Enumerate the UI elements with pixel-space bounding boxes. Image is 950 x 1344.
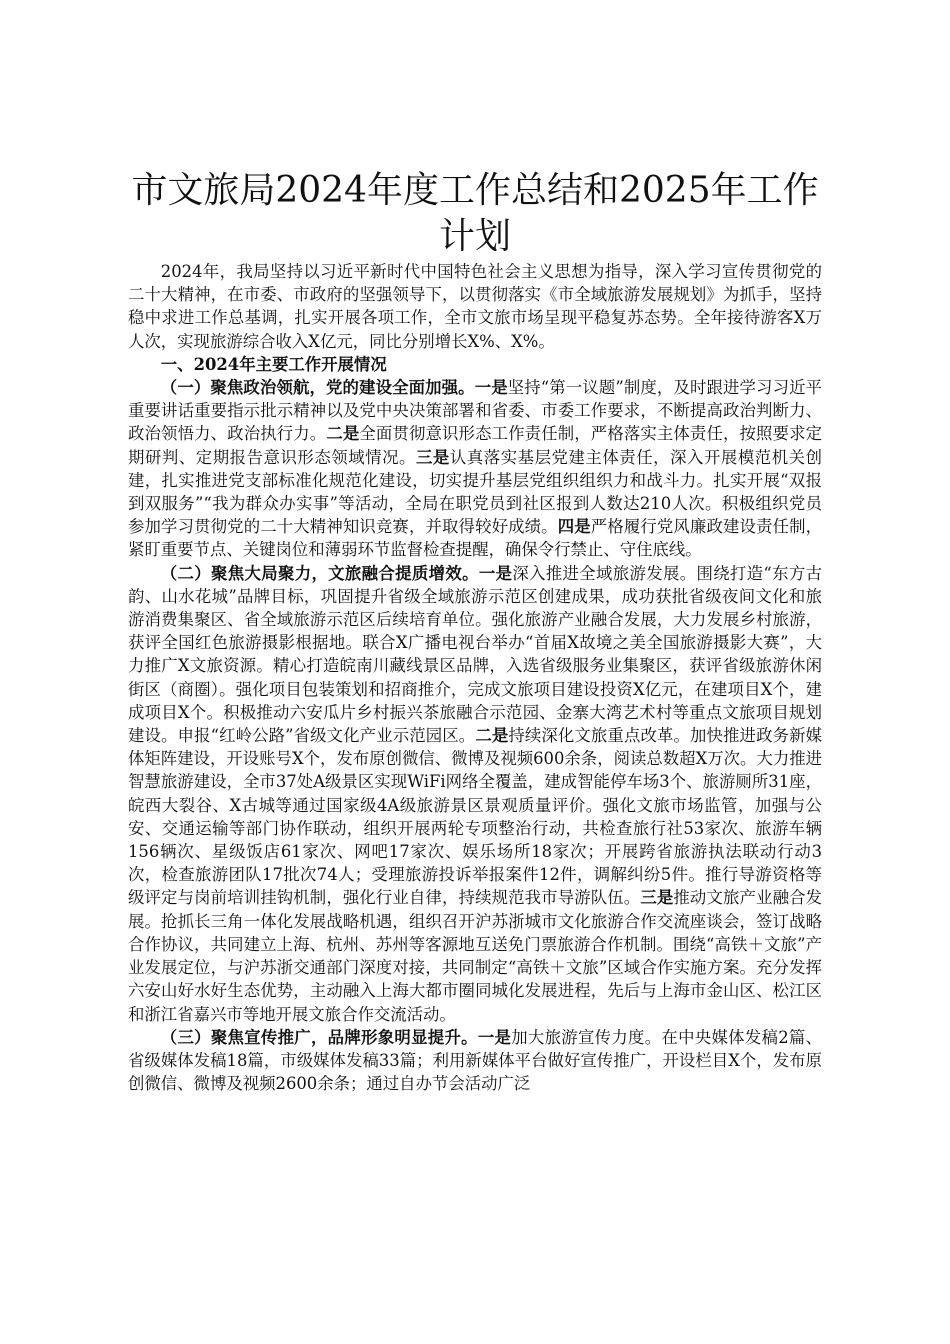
item-text: 持续深化文旅重点改革。加快推进政务新媒体矩阵建设，开设账号X个，发布原创微信、微博及视频600余条，阅读总数超X万次。大力推进智慧旅游建设，全市37处A级景区实现WiFi网络全覆盖，建成智能停车场3个、旅游厕所31座，皖西大裂谷、X古城等通过国家级4A级旅游景区景观质量评价。强化文旅市场监管，加强与公安、交通运输等部门协作联动，组织开展两轮专项整治行动，共检查旅行社53家次、旅游车辆156辆次、星级饭店61家次、网吧17家次、娱乐场所18家次；开展跨省旅游执法联动行动3次，检查旅游团队17批次74人；受理旅游投诉举报案件12件，调解纠纷5件。推行导游资格等级评定与岗前培训挂钩机制，强化行业自律，持续规范我市导游队伍。	[128, 726, 823, 908]
document-body	[128, 260, 822, 1095]
item-text: 深入推进全域旅游发展。围绕打造“东方古韵、山水花城”品牌目标，巩固提升省级全域旅游示范区创建成果，成功获批省级夜间文化和旅游消费集聚区、省全域旅游示范区后续培育单位。强化旅游产业融合发展，大力发展乡村旅游，获评全国红色旅游摄影根据地。联合X广播电视台举办“首届X故境之美全国旅游摄影大赛”，大力推广X文旅资源。精心打造皖南川藏线景区品牌，入选省级服务业集聚区，获评省级旅游休闲街区（商圈）。强化项目包装策划和招商推介，完成文旅项目建设投资X亿元，在建项目X个，建成项目X个。积极推动六安瓜片乡村振兴茶旅融合示范园、金寨大湾艺术村等重点文旅项目规划建设。申报“红岭公路”省级文化产业示范园区。	[128, 563, 823, 746]
item-text: 坚持“第一议题”制度，及时跟进学习习近平重要讲话重要指示批示精神以及党中央决策部署和省委、市委工作要求，不断提高政治判断力、政治领悟力、政治执行力。	[128, 378, 823, 444]
item-text: 认真落实基层党建主体责任，深入开展模范机关创建，扎实推进党支部标准化规范化建设，切实提升基层党组织组织力和战斗力。扎实开展“双报到双服务”“我为群众办实事”等活动，全局在职党员到社区报到人数达210人次。积极组织党员参加学习贯彻党的二十大精神知识竞赛，并取得较好成绩。	[128, 447, 823, 537]
item-text: 严格履行党风廉政建设责任制，紧盯重要节点、关键岗位和薄弱环节监督检查提醒，确保令行禁止、守住底线。	[128, 517, 823, 560]
item-lead: 三是	[415, 447, 450, 467]
paragraph-party-building	[128, 376, 822, 562]
item-lead: 三是	[640, 888, 674, 908]
section-heading: 一、2024年主要工作开展情况	[160, 354, 387, 374]
paragraph-culture-tourism	[128, 562, 822, 1026]
document-title: 市文旅局2024年度工作总结和2025年工作计划	[131, 170, 819, 257]
item-lead: 二是	[326, 424, 360, 444]
document-page	[128, 168, 822, 1095]
subsection-heading: （三）聚焦宣传推广，品牌形象明显提升。	[160, 1027, 478, 1047]
item-text: 全面贯彻意识形态工作责任制，严格落实主体责任，按照要求定期研判、定期报告意识形态领域情况。	[128, 424, 823, 467]
subsection-heading: （二）聚焦大局聚力，文旅融合提质增效。	[160, 563, 479, 583]
item-lead: 一是	[474, 378, 508, 398]
intro-paragraph: 2024年，我局坚持以习近平新时代中国特色社会主义思想为指导，深入学习宣传贯彻党的二十大精神，在市委、市政府的坚强领导下，以贯彻落实《市全域旅游发展规划》为抓手，坚持稳中求进工作总基调，扎实开展各项工作，全市文旅市场呈现平稳复苏态势。全年接待游客X万人次，实现旅游综合收入X亿元，同比分别增长X%、X%。	[128, 262, 822, 351]
paragraph-promotion	[128, 1026, 822, 1096]
item-text: 推动文旅产业融合发展。抢抓长三角一体化发展战略机遇，组织召开沪苏浙城市文化旅游合作交流座谈会，签订战略合作协议，共同建立上海、杭州、苏州等客源地互送免门票旅游合作机制。围绕“高铁＋文旅”产业发展定位，与沪苏浙交通部门深度对接，共同制定“高铁＋文旅”区域合作实施方案。充分发挥六安山好水好生态优势，主动融入上海大都市圈同城化发展进程，先后与上海市金山区、松江区和浙江省嘉兴市等地开展文旅合作交流活动。	[128, 888, 823, 1024]
subsection-heading: （一）聚焦政治领航，党的建设全面加强。	[160, 378, 475, 398]
item-lead: 一是	[478, 563, 513, 583]
item-lead: 一是	[477, 1027, 512, 1047]
item-lead: 二是	[475, 726, 509, 746]
item-text: 加大旅游宣传力度。在中央媒体发稿2篇、省级媒体发稿18篇，市级媒体发稿33篇；利用新媒体平台做好宣传推广，开设栏目X个，发布原创微信、微博及视频2600余条；通过自办节会活动广泛	[128, 1027, 822, 1094]
item-lead: 四是	[557, 517, 591, 537]
